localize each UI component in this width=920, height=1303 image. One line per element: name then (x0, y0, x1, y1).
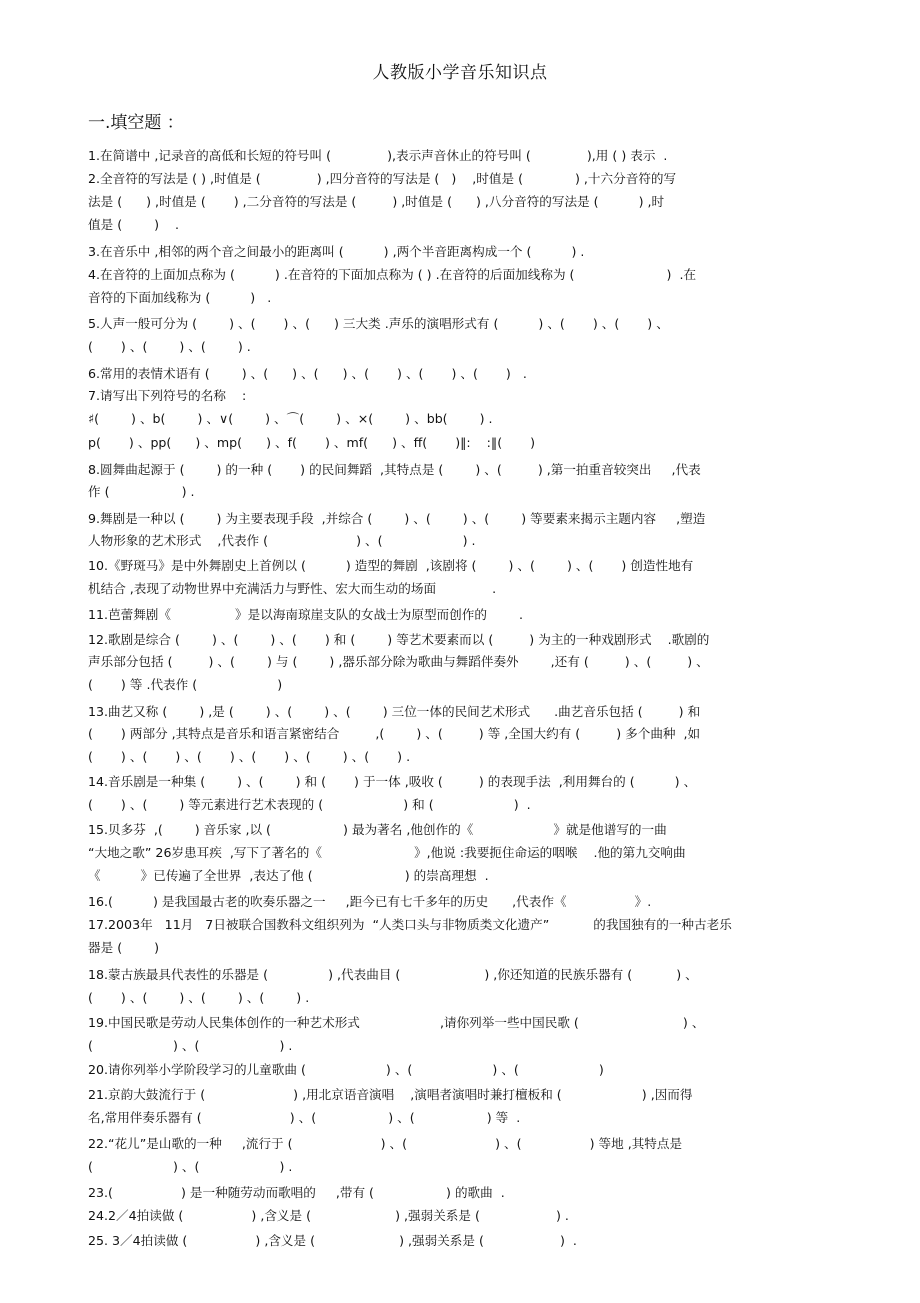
question-line: 人物形象的艺术形式 ,代表作 ( ) 、( ) . (88, 533, 476, 548)
document-title: 人教版小学音乐知识点 (372, 63, 548, 83)
question-line: 15.贝多芬 ,( ) 音乐家 ,以 ( ) 最为著名 ,他创作的《 》就是他谱写的一曲 (88, 822, 667, 837)
question-line: ( ) 、( ) . (88, 1038, 293, 1053)
question-line: 10.《野斑马》是中外舞剧史上首例以 ( ) 造型的舞剧 ,该剧将 ( ) 、( ) 、( ) 创造性地有 (88, 558, 694, 573)
question-line: p( ) 、pp( ) 、mp( ) 、f( ) 、mf( ) 、ff( )‖: :‖( ) (88, 435, 536, 450)
question-line: ( ) 两部分 ,其特点是音乐和语言紧密结合 ,( ) 、( ) 等 ,全国大约有 ( ) 多个曲种 ,如 (88, 726, 701, 741)
question-line: 14.音乐剧是一种集 ( ) 、( ) 和 ( ) 于一体 ,吸收 ( ) 的表现手法 ,利用舞台的 ( ) 、 (88, 774, 697, 789)
question-line: 18.蒙古族最具代表性的乐器是 ( ) ,代表曲目 ( ) ,你还知道的民族乐器有 ( ) 、 (88, 967, 698, 982)
question-line: 19.中国民歌是劳动人民集体创作的一种艺术形式 ,请你列举一些中国民歌 ( ) 、 (88, 1015, 705, 1030)
question-line: 作 ( ) . (88, 484, 195, 499)
question-line: 器是 ( ) (88, 940, 160, 955)
question-line: ( ) 、( ) 、( ) 、( ) . (88, 990, 310, 1005)
section-heading: 一.填空题 ： (88, 113, 184, 133)
question-line: 7.请写出下列符号的名称 : (88, 388, 247, 403)
question-line: 24.2／4拍读做 ( ) ,含义是 ( ) ,强弱关系是 ( ) . (88, 1208, 569, 1223)
question-line: “大地之歌” 26岁患耳疾 ,写下了著名的《 》,他说 :我要扼住命运的咽喉 .他的第九交响曲 (88, 845, 686, 860)
question-line: ♯( ) 、b( ) 、∨( ) 、⌒( ) 、×( ) 、bb( ) . (88, 411, 493, 426)
question-line: ( ) 、( ) 、( ) 、( ) 、( ) 、( ) . (88, 749, 411, 764)
question-line: 1.在简谱中 ,记录音的高低和长短的符号叫 ( ),表示声音休止的符号叫 ( ),用 ( ) 表示 . (88, 148, 668, 163)
question-line: 4.在音符的上面加点称为 ( ) .在音符的下面加点称为 ( ) .在音符的后面加线称为 ( ) .在 (88, 267, 697, 282)
question-line: ( ) 、( ) . (88, 1159, 293, 1174)
question-line: 《 》已传遍了全世界 ,表达了他 ( ) 的崇高理想 . (88, 868, 489, 883)
question-line: 6.常用的表情术语有 ( ) 、( ) 、( ) 、( ) 、( ) 、( ) . (88, 366, 527, 381)
question-line: 声乐部分包括 ( ) 、( ) 与 ( ) ,器乐部分除为歌曲与舞蹈伴奏外 ,还有 ( ) 、( ) 、 (88, 654, 709, 669)
question-line: 8.圆舞曲起源于 ( ) 的一种 ( ) 的民间舞蹈 ,其特点是 ( ) 、( ) ,第一拍重音较突出 ,代表 (88, 462, 701, 477)
question-line: 5.人声一般可分为 ( ) 、( ) 、( ) 三大类 .声乐的演唱形式有 ( ) 、( ) 、( ) 、 (88, 316, 669, 331)
question-line: 音符的下面加线称为 ( ) . (88, 290, 272, 305)
question-line: 2.全音符的写法是 ( ) ,时值是 ( ) ,四分音符的写法是 ( ) ,时值是 ( ) ,十六分音符的写 (88, 171, 677, 186)
question-line: 机结合 ,表现了动物世界中充满活力与野性、宏大而生动的场面 . (88, 581, 497, 596)
question-line: 17.2003年 11月 7日被联合国教科文组织列为 “人类口头与非物质类文化遗产” 的我国独有的一种古老乐 (88, 917, 732, 932)
question-line: 9.舞剧是一种以 ( ) 为主要表现手段 ,并综合 ( ) 、( ) 、( ) 等要素来揭示主题内容 ,塑造 (88, 511, 706, 526)
question-line: 名,常用伴奏乐器有 ( ) 、( ) 、( ) 等 . (88, 1110, 521, 1125)
question-line: 23.( ) 是一种随劳动而歌唱的 ,带有 ( ) 的歌曲 . (88, 1185, 505, 1200)
question-line: ( ) 、( ) 等元素进行艺术表现的 ( ) 和 ( ) . (88, 797, 531, 812)
question-line: 20.请你列举小学阶段学习的儿童歌曲 ( ) 、( ) 、( ) (88, 1062, 604, 1077)
question-line: 11.芭蕾舞剧《 》是以海南琼崖支队的女战士为原型而创作的 . (88, 607, 523, 622)
question-line: 值是 ( ) . (88, 217, 180, 232)
question-line: 13.曲艺又称 ( ) ,是 ( ) 、( ) 、( ) 三位一体的民间艺术形式 .曲艺音乐包括 ( ) 和 (88, 704, 701, 719)
question-line: 法是 ( ) ,时值是 ( ) ,二分音符的写法是 ( ) ,时值是 ( ) ,八分音符的写法是 ( ) ,时 (88, 194, 665, 209)
question-line: 25. 3／4拍读做 ( ) ,含义是 ( ) ,强弱关系是 ( ) . (88, 1233, 577, 1248)
question-line: 22.“花儿”是山歌的一种 ,流行于 ( ) 、( ) 、( ) 等地 ,其特点是 (88, 1136, 683, 1151)
question-line: 16.( ) 是我国最古老的吹奏乐器之一 ,距今已有七千多年的历史 ,代表作《 》. (88, 894, 652, 909)
question-line: ( ) 、( ) 、( ) . (88, 339, 251, 354)
question-line: ( ) 等 .代表作 ( ) (88, 677, 283, 692)
question-line: 3.在音乐中 ,相邻的两个音之间最小的距离叫 ( ) ,两个半音距离构成一个 ( ) . (88, 244, 585, 259)
question-line: 21.京韵大鼓流行于 ( ) ,用北京语音演唱 ,演唱者演唱时兼打檀板和 ( ) ,因而得 (88, 1087, 693, 1102)
question-line: 12.歌剧是综合 ( ) 、( ) 、( ) 和 ( ) 等艺术要素而以 ( ) 为主的一种戏剧形式 .歌剧的 (88, 632, 710, 647)
